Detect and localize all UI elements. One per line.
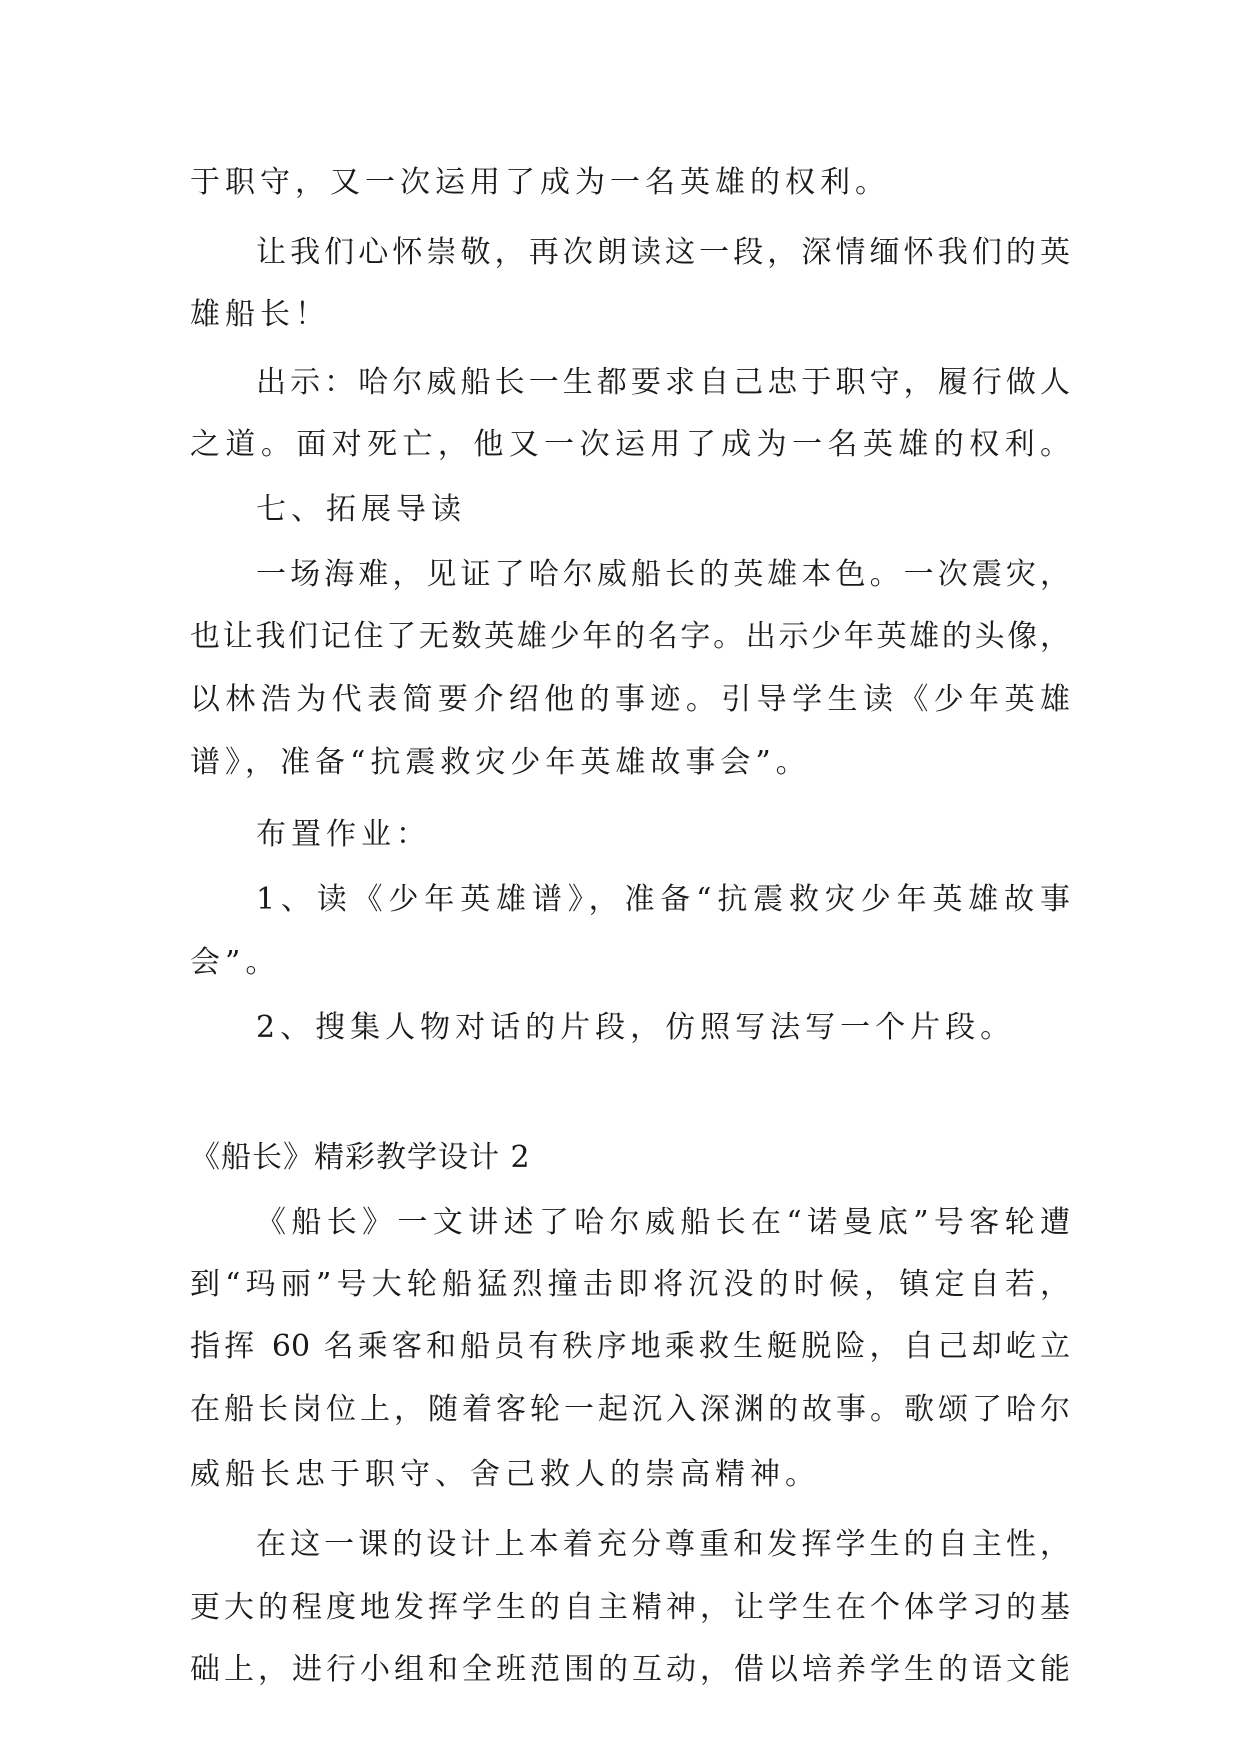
paragraph-line: 《船长》一文讲述了哈尔威船长在“诺曼底”号客轮遭 bbox=[256, 1205, 1070, 1240]
paragraph-line: 一场海难，见证了哈尔威船长的英雄本色。一次震灾， bbox=[256, 557, 1070, 592]
paragraph-line: 让我们心怀崇敬，再次朗读这一段，深情缅怀我们的英 bbox=[256, 235, 1070, 270]
paragraph-line: 会”。 bbox=[190, 945, 281, 980]
paragraph-line: 谱》，准备“抗震救灾少年英雄故事会”。 bbox=[190, 745, 811, 780]
paragraph-line: 在船长岗位上，随着客轮一起沉入深渊的故事。歌颂了哈尔 bbox=[190, 1392, 1070, 1427]
paragraph-line: 到“玛丽”号大轮船猛烈撞击即将沉没的时候，镇定自若， bbox=[190, 1267, 1070, 1302]
paragraph-line: 更大的程度地发挥学生的自主精神，让学生在个体学习的基 bbox=[190, 1590, 1070, 1625]
paragraph-line: 1、读《少年英雄谱》，准备“抗震救灾少年英雄故事 bbox=[256, 882, 1070, 917]
paragraph-line: 威船长忠于职守、舍己救人的崇高精神。 bbox=[190, 1457, 820, 1492]
paragraph-line: 在这一课的设计上本着充分尊重和发挥学生的自主性， bbox=[256, 1527, 1070, 1562]
paragraph-line: 于职守，又一次运用了成为一名英雄的权利。 bbox=[190, 165, 890, 200]
paragraph-line: 布置作业： bbox=[256, 817, 431, 852]
section-heading: 七、拓展导读 bbox=[256, 492, 466, 527]
paragraph-line: 之道。面对死亡，他又一次运用了成为一名英雄的权利。 bbox=[190, 427, 1070, 462]
paragraph-line: 指挥 60 名乘客和船员有秩序地乘救生艇脱险，自己却屹立 bbox=[190, 1329, 1070, 1364]
paragraph-line: 以林浩为代表简要介绍他的事迹。引导学生读《少年英雄 bbox=[190, 682, 1070, 717]
paragraph-line: 出示：哈尔威船长一生都要求自己忠于职守，履行做人 bbox=[256, 365, 1070, 400]
paragraph-line: 也让我们记住了无数英雄少年的名字。出示少年英雄的头像， bbox=[190, 619, 1070, 654]
paragraph-line: 2、搜集人物对话的片段，仿照写法写一个片段。 bbox=[256, 1010, 1016, 1045]
paragraph-line: 雄船长！ bbox=[190, 297, 330, 332]
document-title: 《船长》精彩教学设计 2 bbox=[190, 1140, 531, 1175]
paragraph-line: 础上，进行小组和全班范围的互动，借以培养学生的语文能 bbox=[190, 1652, 1070, 1687]
